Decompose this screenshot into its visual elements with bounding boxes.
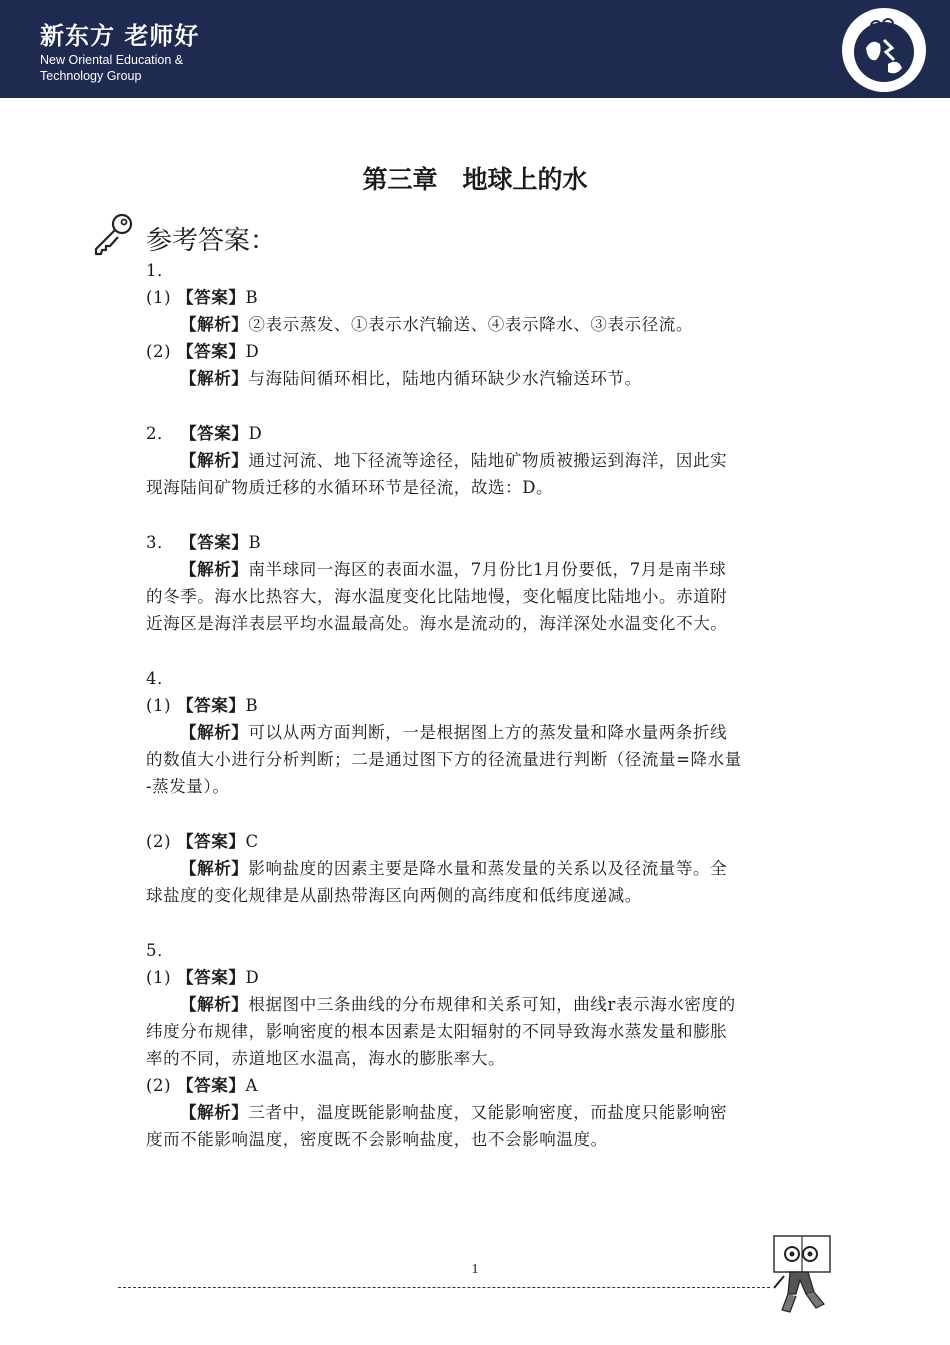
chapter-title: 第三章 地球上的水: [362, 165, 588, 194]
answer-label: 【答案】: [177, 968, 246, 987]
q1-part2-analysis: [180, 368, 642, 390]
part-number: (2): [146, 1076, 172, 1095]
page-header: [0, 0, 950, 98]
brand-logo: [842, 8, 926, 92]
answer-label: 【答案】: [177, 696, 246, 715]
analysis-text: 南半球同一海区的表面水温，7月份比1月份要低，7月是南半球: [248, 560, 727, 579]
analysis-label: 【解析】: [180, 723, 249, 742]
q3-answer-line: [146, 532, 261, 554]
q2-analysis-line-2: 现海陆间矿物质迁移的水循环环节是径流，故选：D。: [146, 478, 554, 497]
answer-value: C: [245, 832, 259, 851]
analysis-label: 【解析】: [180, 560, 249, 579]
answer-value: B: [245, 696, 259, 715]
q3-analysis-line-3: 近海区是海洋表层平均水温最高处。海水是流动的，海洋深处水温变化不大。: [146, 614, 728, 633]
part-number: (1): [146, 968, 172, 987]
analysis-text: 通过河流、地下径流等途径，陆地矿物质被搬运到海洋，因此实: [248, 451, 728, 470]
analysis-label: 【解析】: [180, 859, 249, 878]
analysis-text: 影响盐度的因素主要是降水量和蒸发量的关系以及径流量等。全: [248, 859, 728, 878]
key-icon: [90, 210, 138, 262]
analysis-text: 可以从两方面判断，一是根据图上方的蒸发量和降水量两条折线: [248, 723, 728, 742]
q1-part2-answer-line: [146, 341, 259, 363]
q4-part1-answer-line: [146, 695, 258, 717]
q5-part2-analysis-line-1: [180, 1102, 727, 1124]
brand-subtitle-line-1: New Oriental Education &: [40, 53, 184, 67]
analysis-label: 【解析】: [180, 1103, 249, 1122]
q4-part1-analysis-line-3: -蒸发量）。: [146, 777, 230, 796]
brand-subtitle-line-2: Technology Group: [40, 69, 142, 83]
analysis-label: 【解析】: [180, 369, 249, 388]
mascot-logo-icon: [842, 8, 926, 92]
answer-label: 【答案】: [177, 1076, 246, 1095]
q3-analysis-line-2: 的冬季。海水比热容大，海水温度变化比陆地慢，变化幅度比陆地小。赤道附: [146, 587, 728, 606]
answer-value: D: [248, 424, 263, 443]
answer-label: 【答案】: [177, 288, 246, 307]
answer-value: D: [245, 968, 260, 987]
q5-part1-answer-line: [146, 967, 259, 989]
question-number: 3．: [146, 533, 175, 552]
analysis-text: 与海陆间循环相比，陆地内循环缺少水汽输送环节。: [248, 369, 642, 388]
question-5-number: 5．: [146, 941, 175, 960]
question-1-number: 1．: [146, 261, 175, 280]
brand-subtitle: [40, 52, 183, 84]
analysis-label: 【解析】: [180, 995, 249, 1014]
part-number: (2): [146, 832, 172, 851]
q4-part2-analysis-line-2: 球盐度的变化规律是从副热带海区向两侧的高纬度和低纬度递减。: [146, 886, 642, 905]
q1-part1-analysis: [180, 314, 693, 336]
answer-label: 【答案】: [177, 832, 246, 851]
answer-value: A: [245, 1076, 258, 1095]
q5-part1-analysis-line-1: [180, 994, 736, 1016]
page-number: 1: [471, 1262, 479, 1277]
answer-label: 【答案】: [180, 424, 249, 443]
part-number: (2): [146, 342, 172, 361]
answer-value: B: [248, 533, 262, 552]
q5-part1-analysis-line-3: 率的不同，赤道地区水温高，海水的膨胀率大。: [146, 1049, 506, 1068]
answer-label: 【答案】: [177, 342, 246, 361]
q4-part2-answer-line: [146, 831, 259, 853]
brand-title: 新东方 老师好: [40, 22, 200, 50]
q5-part2-analysis-line-2: 度而不能影响温度，密度既不会影响盐度，也不会影响温度。: [146, 1130, 608, 1149]
analysis-label: 【解析】: [180, 451, 249, 470]
analysis-text: 根据图中三条曲线的分布规律和关系可知，曲线r表示海水密度的: [248, 995, 736, 1014]
analysis-text: 三者中，温度既能影响盐度，又能影响密度，而盐度只能影响密: [248, 1103, 728, 1122]
footer-divider: [118, 1287, 770, 1288]
q1-part1-answer-line: [146, 287, 258, 309]
answer-value: D: [245, 342, 260, 361]
q4-part1-analysis-line-1: [180, 722, 727, 744]
q5-part2-answer-line: [146, 1075, 258, 1097]
q5-part1-analysis-line-2: 纬度分布规律，影响密度的根本因素是太阳辐射的不同导致海水蒸发量和膨胀: [146, 1022, 728, 1041]
q3-analysis-line-1: [180, 559, 726, 581]
part-number: (1): [146, 696, 172, 715]
question-4-number: 4．: [146, 669, 175, 688]
analysis-text: ②表示蒸发、①表示水汽输送、④表示降水、③表示径流。: [248, 315, 694, 334]
q4-part2-analysis-line-1: [180, 858, 727, 880]
analysis-label: 【解析】: [180, 315, 249, 334]
q4-part1-analysis-line-2: 的数值大小进行分析判断；二是通过图下方的径流量进行判断（径流量=降水量: [146, 750, 742, 769]
answer-value: B: [245, 288, 259, 307]
answer-heading: 参考答案：: [146, 226, 277, 256]
question-number: 2．: [146, 424, 175, 443]
mascot-reading-icon: [766, 1232, 836, 1320]
q2-answer-line: [146, 423, 262, 445]
answer-label: 【答案】: [180, 533, 249, 552]
q2-analysis-line-1: [180, 450, 727, 472]
part-number: (1): [146, 288, 172, 307]
